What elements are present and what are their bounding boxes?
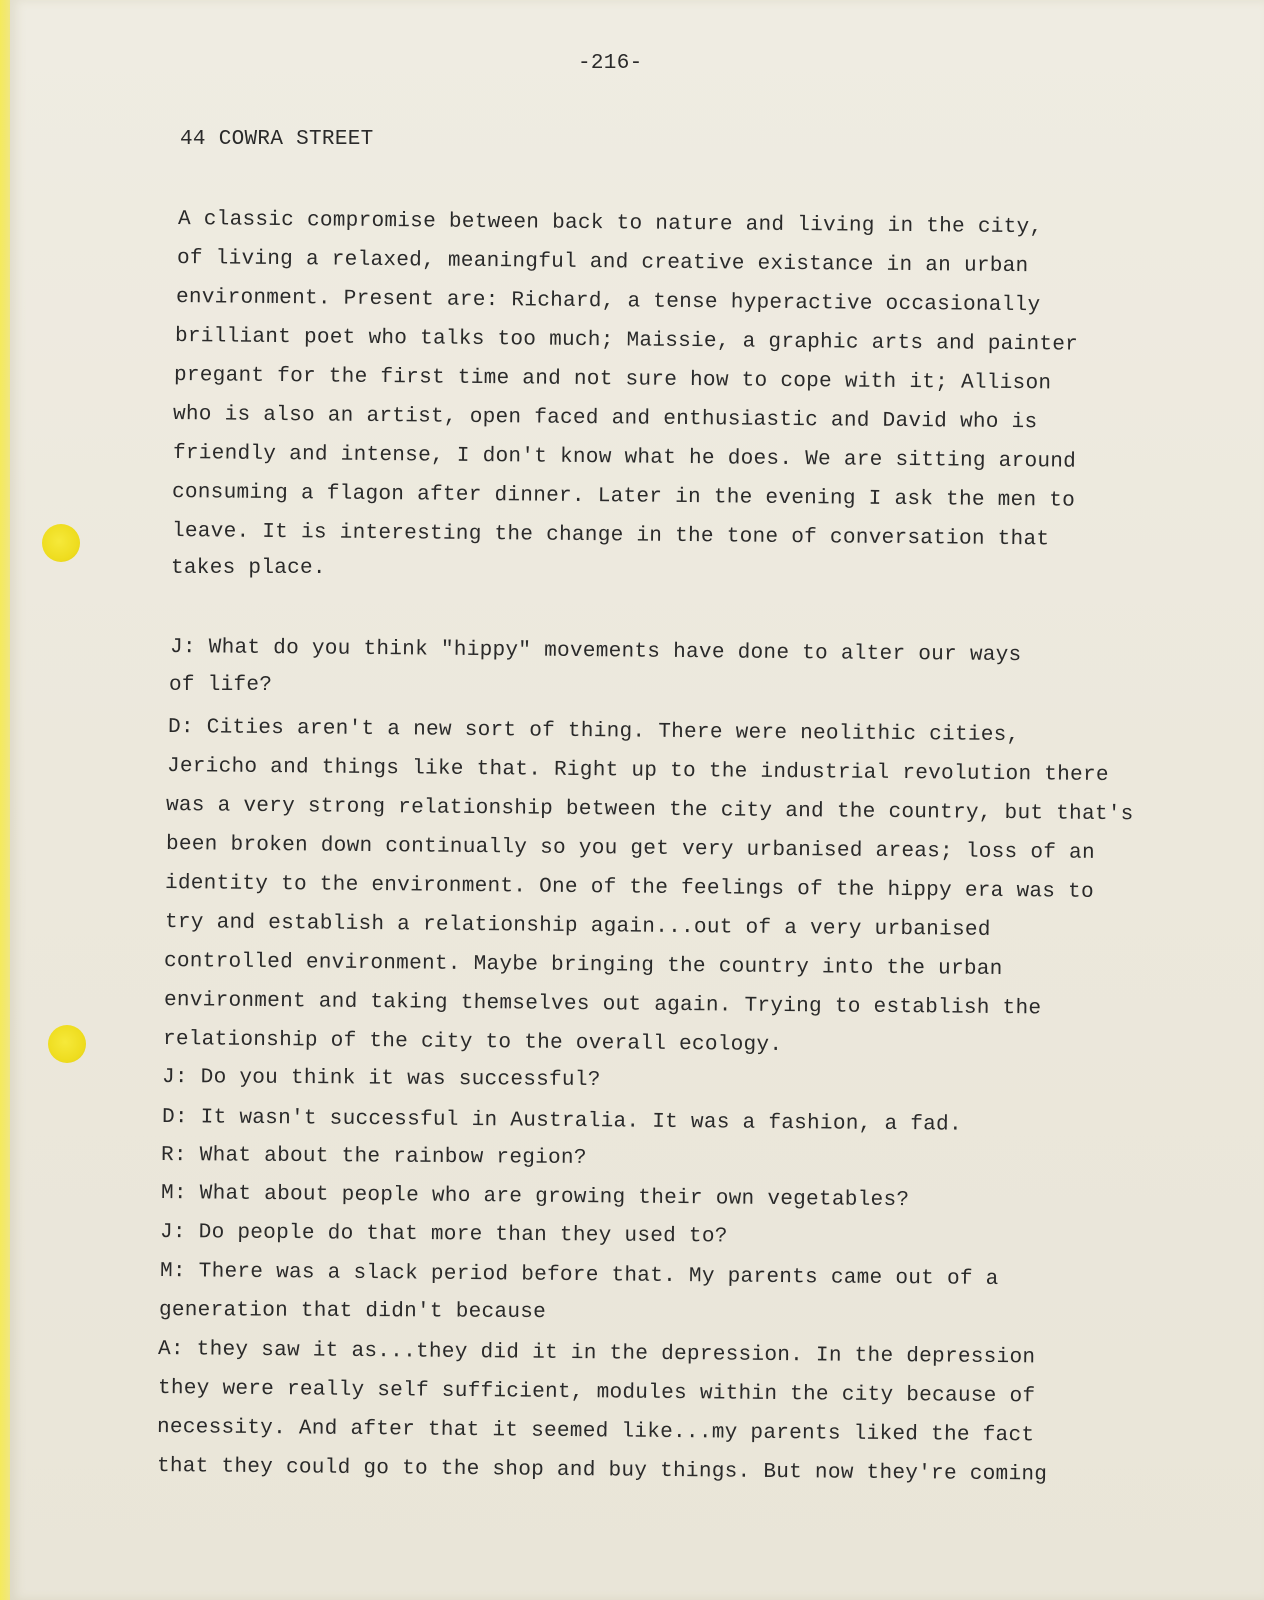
text-line: consuming a flagon after dinner. Later in the evening I ask the men to xyxy=(171,481,1076,513)
punch-hole xyxy=(42,524,80,562)
dialogue-line: try and establish a relationship again...out of a very urbanised xyxy=(164,911,991,942)
section-heading: 44 COWRA STREET xyxy=(180,128,374,151)
text-line: brilliant poet who talks too much; Maissie, a graphic arts and painter xyxy=(174,325,1079,357)
text-line: who is also an artist, open faced and enthusiastic and David who is xyxy=(172,403,1038,435)
text-line: leave. It is interesting the change in the tone of conversation that xyxy=(171,520,1050,552)
dialogue-line: identity to the environment. One of the feelings of the hippy era was to xyxy=(164,872,1095,904)
dialogue-line: was a very strong relationship between the city and the country, but that's xyxy=(165,794,1134,827)
dialogue-line: D: Cities aren't a new sort of thing. There were neolithic cities, xyxy=(167,716,1020,748)
dialogue-line: M: There was a slack period before that. My parents came out of a xyxy=(159,1260,999,1292)
dialogue-line: R: What about the rainbow region? xyxy=(160,1144,587,1170)
text-line: takes place. xyxy=(171,557,326,580)
dialogue-line: they were really self sufficient, modules within the city because of xyxy=(157,1377,1036,1409)
dialogue-line: of life? xyxy=(169,674,273,697)
dialogue-line: J: Do you think it was successful? xyxy=(161,1066,601,1093)
dialogue-line: been broken down continually so you get very urbanised areas; loss of an xyxy=(165,833,1096,865)
page-number: -216- xyxy=(578,52,643,75)
dialogue-line: generation that didn't because xyxy=(158,1299,547,1325)
punch-hole xyxy=(48,1025,86,1063)
dialogue-line: environment and taking themselves out again. Trying to establish the xyxy=(163,989,1042,1021)
text-line: A classic compromise between back to nature and living in the city, xyxy=(177,208,1043,240)
text-line: friendly and intense, I don't know what he does. We are sitting around xyxy=(172,442,1077,474)
dialogue-line: A: they saw it as...they did it in the depression. In the depression xyxy=(157,1338,1036,1370)
text-line: environment. Present are: Richard, a tense hyperactive occasionally xyxy=(175,286,1041,318)
dialogue-line: Jericho and things like that. Right up to the industrial revolution there xyxy=(166,755,1109,788)
dialogue-line: D: It wasn't successful in Australia. It was a fashion, a fad. xyxy=(161,1106,963,1137)
dialogue-line: that they could go to the shop and buy things. But now they're coming xyxy=(156,1455,1048,1487)
text-line: of living a relaxed, meaningful and creative existance in an urban xyxy=(176,247,1029,279)
dialogue-line: necessity. And after that it seemed like...my parents liked the fact xyxy=(156,1416,1035,1448)
dialogue-line: J: What do you think "hippy" movements have done to alter our ways xyxy=(169,636,1022,668)
dialogue-line: J: Do people do that more than they used to? xyxy=(159,1221,728,1249)
dialogue-line: controlled environment. Maybe bringing the country into the urban xyxy=(163,950,1003,982)
dialogue-line: M: What about people who are growing their own vegetables? xyxy=(160,1182,910,1213)
text-line: pregant for the first time and not sure how to cope with it; Allison xyxy=(173,364,1052,396)
dialogue-line: relationship of the city to the overall ecology. xyxy=(162,1028,783,1057)
